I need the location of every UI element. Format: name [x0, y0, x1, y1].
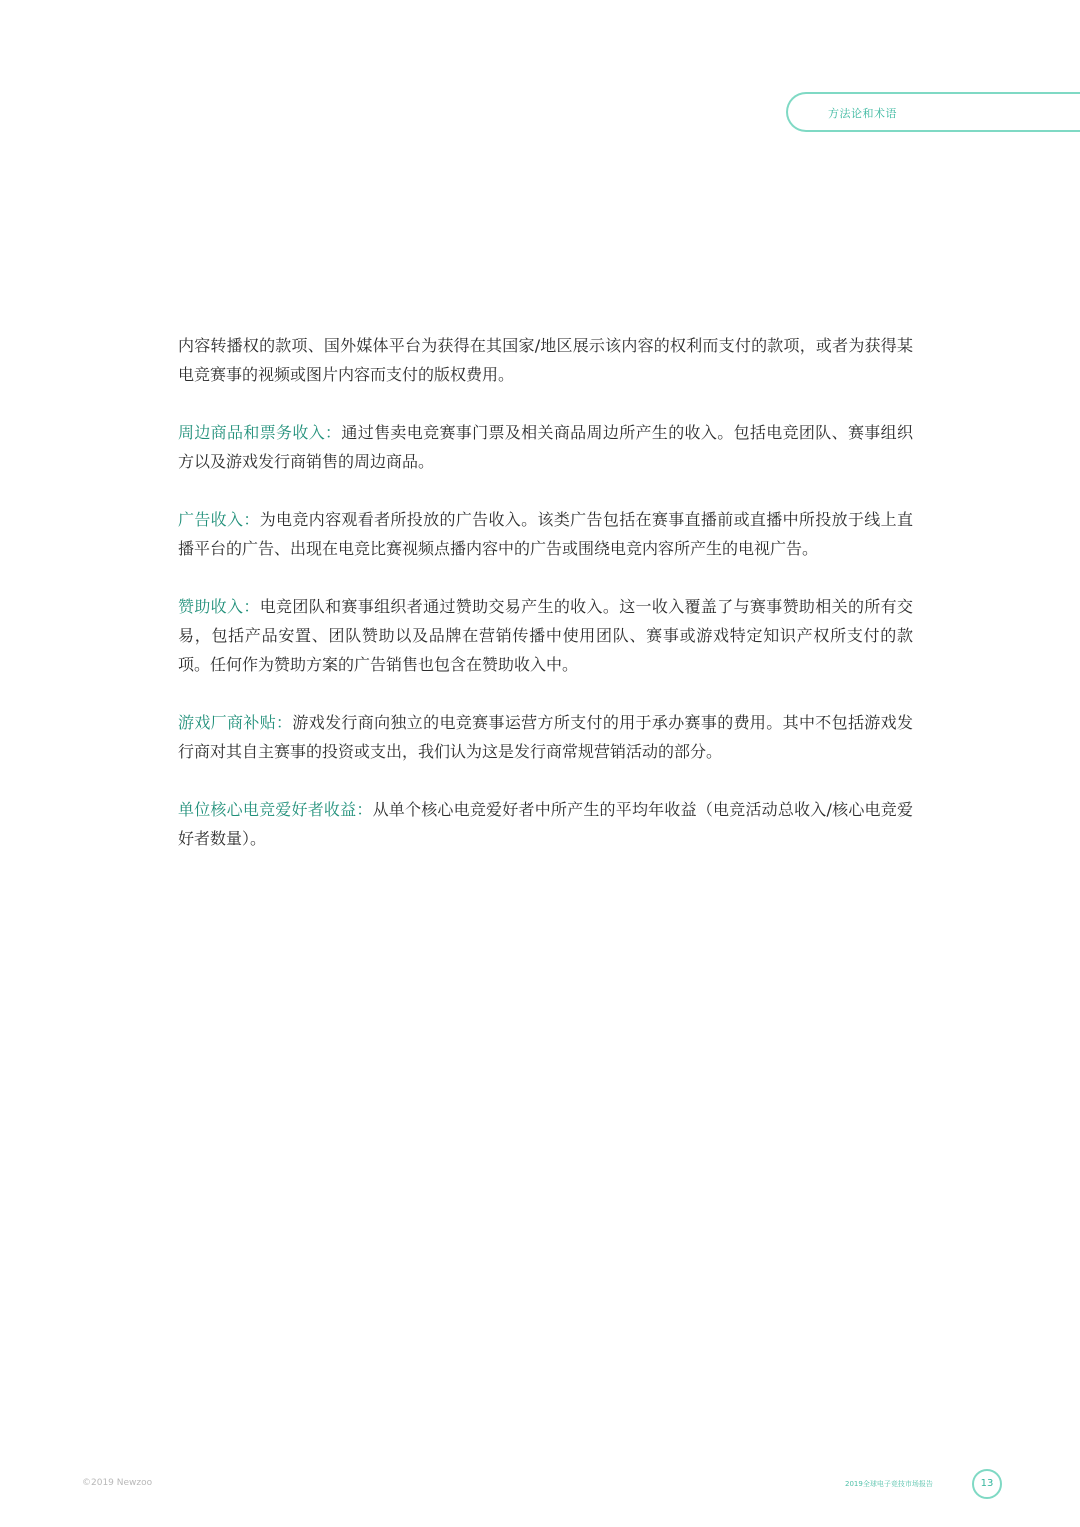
footer-copyright: ©2019 Newzoo	[82, 1478, 153, 1488]
footer-report-title: 2019全球电子竞技市场报告	[845, 1480, 933, 1488]
paragraph-publisher-fees	[178, 708, 913, 766]
term-label: 游戏厂商补贴：	[178, 713, 293, 732]
paragraph-sponsorship	[178, 592, 913, 679]
section-tab-label: 方法论和术语	[828, 107, 897, 120]
term-label: 周边商品和票务收入：	[178, 423, 342, 442]
paragraph-text: 游戏发行商向独立的电竞赛事运营方所支付的用于承办赛事的费用。其中不包括游戏发行商对其自主赛事的投资或支出，我们认为这是发行商常规营销活动的部分。	[178, 713, 913, 761]
term-label: 单位核心电竞爱好者收益：	[178, 800, 373, 819]
paragraph-advertising	[178, 505, 913, 563]
section-tab	[786, 92, 1080, 132]
page-number-badge: 13	[972, 1469, 1002, 1499]
term-label: 赞助收入：	[178, 597, 260, 616]
paragraph-merchandise-tickets	[178, 418, 913, 476]
paragraph-revenue-per-enthusiast	[178, 795, 913, 853]
paragraph-text: 电竞团队和赛事组织者通过赞助交易产生的收入。这一收入覆盖了与赛事赞助相关的所有交易，包括产品安置、团队赞助以及品牌在营销传播中使用团队、赛事或游戏特定知识产权所支付的款项。任何作为赞助方案的广告销售也包含在赞助收入中。	[178, 597, 913, 674]
term-label: 广告收入：	[178, 510, 260, 529]
body-content	[178, 331, 913, 882]
paragraph-text: 通过售卖电竞赛事门票及相关商品周边所产生的收入。包括电竞团队、赛事组织方以及游戏发行商销售的周边商品。	[178, 423, 913, 471]
paragraph-broadcast-rights	[178, 331, 913, 389]
paragraph-text: 从单个核心电竞爱好者中所产生的平均年收益（电竞活动总收入/核心电竞爱好者数量）。	[178, 800, 913, 848]
paragraph-text: 为电竞内容观看者所投放的广告收入。该类广告包括在赛事直播前或直播中所投放于线上直播平台的广告、出现在电竞比赛视频点播内容中的广告或围绕电竞内容所产生的电视广告。	[178, 510, 913, 558]
paragraph-text: 内容转播权的款项、国外媒体平台为获得在其国家/地区展示该内容的权利而支付的款项，或者为获得某电竞赛事的视频或图片内容而支付的版权费用。	[178, 336, 913, 384]
